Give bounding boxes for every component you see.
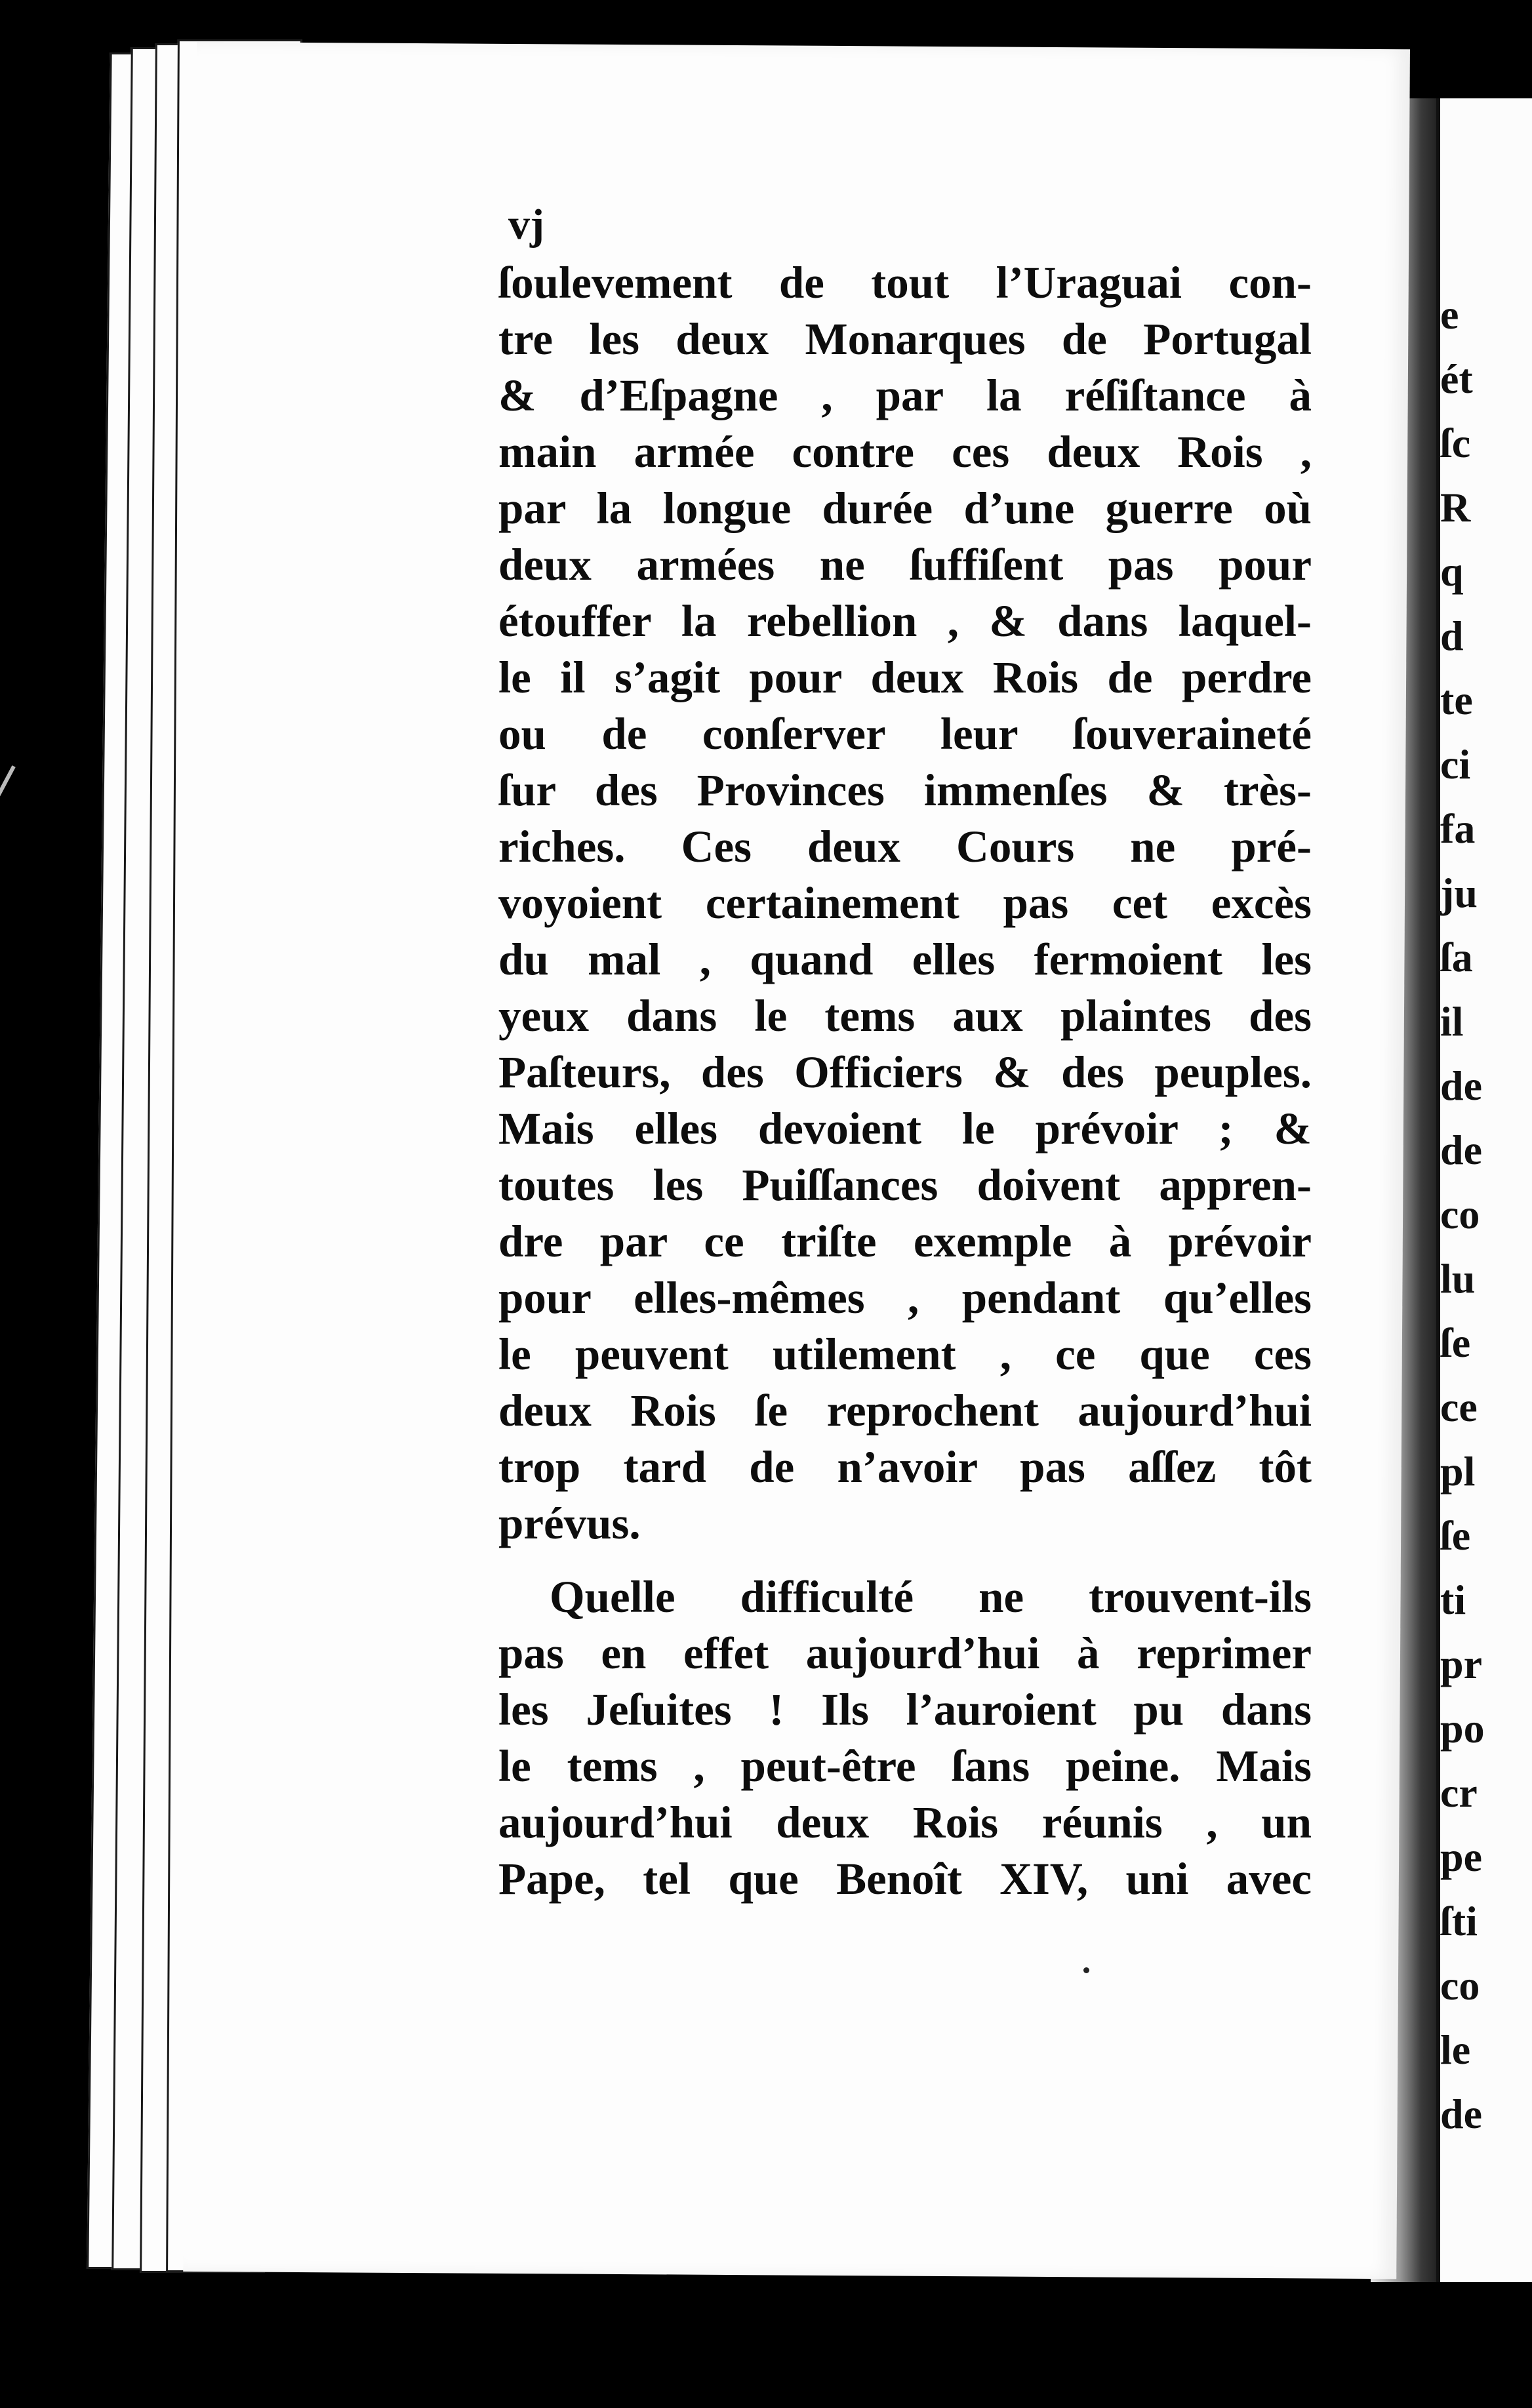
facing-page-fragment: ſe: [1440, 1512, 1471, 1559]
text-line: trop tard de n’avoir pas aſſez tôt: [498, 1442, 1312, 1492]
facing-page-fragment: ét: [1440, 355, 1473, 402]
text-line: tre les deux Monarques de Portugal: [498, 314, 1312, 364]
facing-page-fragment: il: [1440, 998, 1464, 1045]
text-line: les Jeſuites ! Ils l’auroient pu dans: [498, 1685, 1312, 1735]
facing-page-fragment: ſe: [1440, 1319, 1471, 1366]
facing-page-fragment: pl: [1440, 1448, 1476, 1495]
facing-page-fragment: ſa: [1440, 934, 1473, 980]
ink-speck: [1083, 1967, 1089, 1973]
facing-page-fragment: fa: [1440, 805, 1476, 852]
facing-page-fragment: ſti: [1440, 1898, 1478, 1944]
facing-page-fragment: q: [1440, 548, 1464, 595]
text-line: Paſteurs, des Officiers & des peuples.: [498, 1047, 1312, 1097]
facing-page-fragment: ju: [1440, 870, 1478, 916]
text-line: le tems , peut-être ſans peine. Mais: [498, 1741, 1312, 1791]
text-line: du mal , quand elles fermoient les: [498, 934, 1312, 984]
text-line: par la longue durée d’une guerre où: [498, 483, 1312, 533]
text-line: Pape, tel que Benoît XIV, uni avec: [498, 1854, 1312, 1904]
text-line: dre par ce triſte exemple à prévoir: [498, 1216, 1312, 1266]
text-line: pas en effet aujourd’hui à reprimer: [498, 1628, 1312, 1678]
text-line: étouffer la rebellion , & dans laquel-: [498, 596, 1312, 646]
text-line: ſoulevement de tout l’Uraguai con-: [498, 258, 1312, 308]
scan-artifact-mark: [0, 765, 16, 802]
text-line: main armée contre ces deux Rois ,: [498, 427, 1312, 477]
facing-page-fragment: po: [1440, 1705, 1485, 1752]
text-line: ſur des Provinces immenſes & très-: [498, 765, 1312, 815]
text-line: voyoient certainement pas cet excès: [498, 878, 1312, 928]
facing-page-fragment: ti: [1440, 1576, 1466, 1623]
facing-page-fragment: te: [1440, 677, 1473, 723]
facing-page-fragment: pr: [1440, 1641, 1482, 1687]
text-line: Quelle difficulté ne trouvent-ils: [550, 1572, 1312, 1622]
text-line: le peuvent utilement , ce que ces: [498, 1329, 1312, 1379]
text-line: deux Rois ſe reprochent aujourd’hui: [498, 1386, 1312, 1435]
text-line: toutes les Puiſſances doivent appren-: [498, 1160, 1312, 1210]
text-line: deux armées ne ſuffiſent pas pour: [498, 540, 1312, 590]
text-line: le il s’agit pour deux Rois de perdre: [498, 652, 1312, 702]
text-line: pour elles-mêmes , pendant qu’elles: [498, 1273, 1312, 1323]
text-line: aujourd’hui deux Rois réunis , un: [498, 1797, 1312, 1847]
text-line: ou de conſerver leur ſouveraineté: [498, 709, 1312, 759]
text-line: prévus.: [498, 1498, 641, 1548]
facing-page-fragment: e: [1440, 291, 1459, 338]
text-line: Mais elles devoient le prévoir ; &: [498, 1104, 1312, 1154]
page-number: vj: [508, 201, 544, 249]
facing-page-fragment: d: [1440, 612, 1464, 659]
facing-page-fragment: le: [1440, 2026, 1471, 2073]
facing-page-fragment: R: [1440, 484, 1471, 531]
text-line: & d’Eſpagne , par la réſiſtance à: [498, 371, 1312, 420]
facing-page-fragment: pe: [1440, 1834, 1482, 1880]
body-text: [498, 254, 1312, 1907]
facing-page-fragment: de: [1440, 2091, 1482, 2137]
facing-page-fragment: lu: [1440, 1255, 1476, 1302]
text-line: yeux dans le tems aux plaintes des: [498, 991, 1312, 1041]
text-line: riches. Ces deux Cours ne pré-: [498, 822, 1312, 872]
facing-page-fragment: co: [1440, 1962, 1480, 2009]
facing-page-fragment: ce: [1440, 1384, 1478, 1430]
facing-page-fragment: de: [1440, 1062, 1482, 1109]
facing-page-fragment: de: [1440, 1127, 1482, 1173]
facing-page-fragment: co: [1440, 1191, 1480, 1237]
facing-page-fragment: ſc: [1440, 420, 1471, 466]
facing-page-fragment: cr: [1440, 1769, 1478, 1816]
facing-page-fragment: ci: [1440, 741, 1471, 788]
paragraph-gap: [498, 1552, 1312, 1569]
